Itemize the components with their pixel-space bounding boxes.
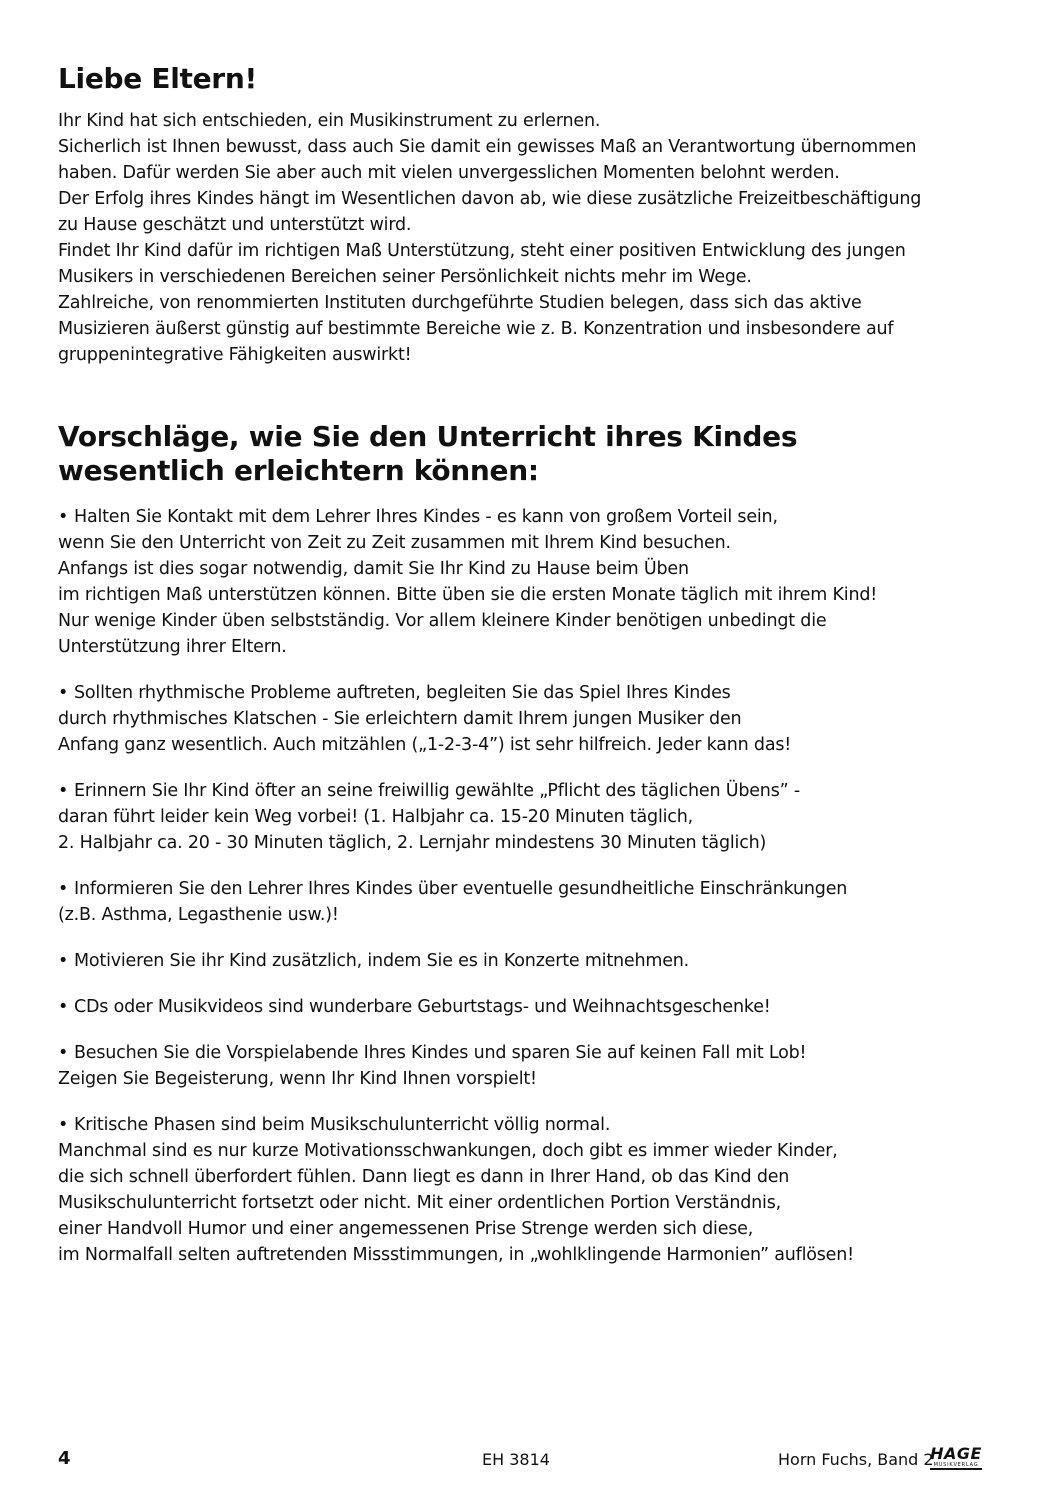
intro-line: gruppenintegrative Fähigkeiten auswirkt! (58, 345, 412, 365)
tip-item (58, 1112, 1018, 1268)
tip-first-line: • Kritische Phasen sind beim Musikschulunterricht völlig normal. (58, 1112, 1018, 1138)
intro-line: haben. Dafür werden Sie aber auch mit vielen unvergesslichen Momenten belohnt werden. (58, 163, 840, 183)
tip-line: im richtigen Maß unterstützen können. Bitte üben sie die ersten Monate täglich mit ihrem Kind! (58, 585, 878, 605)
heading-line-2: wesentlich erleichtern können: (58, 454, 539, 487)
tip-line: Anfangs ist dies sogar notwendig, damit Sie Ihr Kind zu Hause beim Üben (58, 559, 689, 579)
heading-line-1: Vorschläge, wie Sie den Unterricht ihres Kindes (58, 420, 798, 453)
tip-line: 2. Halbjahr ca. 20 - 30 Minuten täglich, 2. Lernjahr mindestens 30 Minuten täglich) (58, 833, 767, 853)
tips-list (58, 504, 1018, 1288)
tip-item (58, 1040, 1018, 1092)
tip-line: Unterstützung ihrer Eltern. (58, 637, 287, 657)
tip-first-line: • Erinnern Sie Ihr Kind öfter an seine freiwillig gewählte „Pflicht des täglichen Übens” - (58, 778, 1018, 804)
tip-line: Nur wenige Kinder üben selbstständig. Vor allem kleinere Kinder benötigen unbedingt die (58, 611, 827, 631)
intro-line: Findet Ihr Kind dafür im richtigen Maß Unterstützung, steht einer positiven Entwicklung des jungen (58, 241, 906, 261)
tip-item (58, 948, 1018, 974)
page-footer (0, 1444, 1060, 1472)
book-title: Horn Fuchs, Band 2 (778, 1450, 934, 1469)
tip-first-line: • Besuchen Sie die Vorspielabende Ihres Kindes und sparen Sie auf keinen Fall mit Lob! (58, 1040, 1018, 1066)
tip-line: die sich schnell überfordert fühlen. Dann liegt es dann in Ihrer Hand, ob das Kind den (58, 1167, 790, 1187)
tip-line: daran führt leider kein Weg vorbei! (1. Halbjahr ca. 15-20 Minuten täglich, (58, 807, 693, 827)
heading-liebe-eltern: Liebe Eltern! (58, 62, 257, 95)
tip-line: durch rhythmisches Klatschen - Sie erleichtern damit Ihrem jungen Musiker den (58, 709, 742, 729)
tip-item (58, 994, 1018, 1020)
tip-item (58, 876, 1018, 928)
intro-line: Zahlreiche, von renommierten Instituten durchgeführte Studien belegen, dass sich das aktive (58, 293, 862, 313)
intro-line: Ihr Kind hat sich entschieden, ein Musikinstrument zu erlernen. (58, 111, 601, 131)
tip-line: einer Handvoll Humor und einer angemessenen Prise Strenge werden sich diese, (58, 1219, 754, 1239)
tip-line: Zeigen Sie Begeisterung, wenn Ihr Kind Ihnen vorspielt! (58, 1069, 537, 1089)
heading-vorschlaege (58, 420, 797, 488)
tip-line: Anfang ganz wesentlich. Auch mitzählen („1-2-3-4”) ist sehr hilfreich. Jeder kann das! (58, 735, 792, 755)
logo-word: HAGE (930, 1444, 982, 1463)
intro-line: Musikers in verschiedenen Bereichen seiner Persönlichkeit nichts mehr im Wege. (58, 267, 752, 287)
tip-item (58, 504, 1018, 660)
intro-line: zu Hause geschätzt und unterstützt wird. (58, 215, 412, 235)
logo-subtext: MUSIKVERLAG (933, 1462, 979, 1468)
tip-item (58, 680, 1018, 758)
publisher-logo (930, 1446, 982, 1470)
catalog-code: EH 3814 (482, 1450, 550, 1469)
page-number: 4 (58, 1448, 71, 1469)
tip-line: Musikschulunterricht fortsetzt oder nicht. Mit einer ordentlichen Portion Verständnis, (58, 1193, 781, 1213)
tip-first-line: • Motivieren Sie ihr Kind zusätzlich, indem Sie es in Konzerte mitnehmen. (58, 948, 1018, 974)
tip-first-line: • CDs oder Musikvideos sind wunderbare Geburtstags- und Weihnachtsgeschenke! (58, 994, 1018, 1020)
intro-line: Sicherlich ist Ihnen bewusst, dass auch Sie damit ein gewisses Maß an Verantwortung übernommen (58, 137, 917, 157)
intro-line: Musizieren äußerst günstig auf bestimmte Bereiche wie z. B. Konzentration und insbesondere auf (58, 319, 894, 339)
tip-line: im Normalfall selten auftretenden Missstimmungen, in „wohlklingende Harmonien” auflösen! (58, 1245, 854, 1265)
intro-paragraph (58, 108, 1018, 368)
tip-first-line: • Halten Sie Kontakt mit dem Lehrer Ihres Kindes - es kann von großem Vorteil sein, (58, 504, 1018, 530)
tip-line: (z.B. Asthma, Legasthenie usw.)! (58, 905, 339, 925)
tip-line: Manchmal sind es nur kurze Motivationsschwankungen, doch gibt es immer wieder Kinder, (58, 1141, 838, 1161)
tip-item (58, 778, 1018, 856)
tip-first-line: • Sollten rhythmische Probleme auftreten, begleiten Sie das Spiel Ihres Kindes (58, 680, 1018, 706)
tip-line: wenn Sie den Unterricht von Zeit zu Zeit zusammen mit Ihrem Kind besuchen. (58, 533, 731, 553)
tip-first-line: • Informieren Sie den Lehrer Ihres Kindes über eventuelle gesundheitliche Einschränkungen (58, 876, 1018, 902)
intro-line: Der Erfolg ihres Kindes hängt im Wesentlichen davon ab, wie diese zusätzliche Freizeitbeschäftigung (58, 189, 922, 209)
